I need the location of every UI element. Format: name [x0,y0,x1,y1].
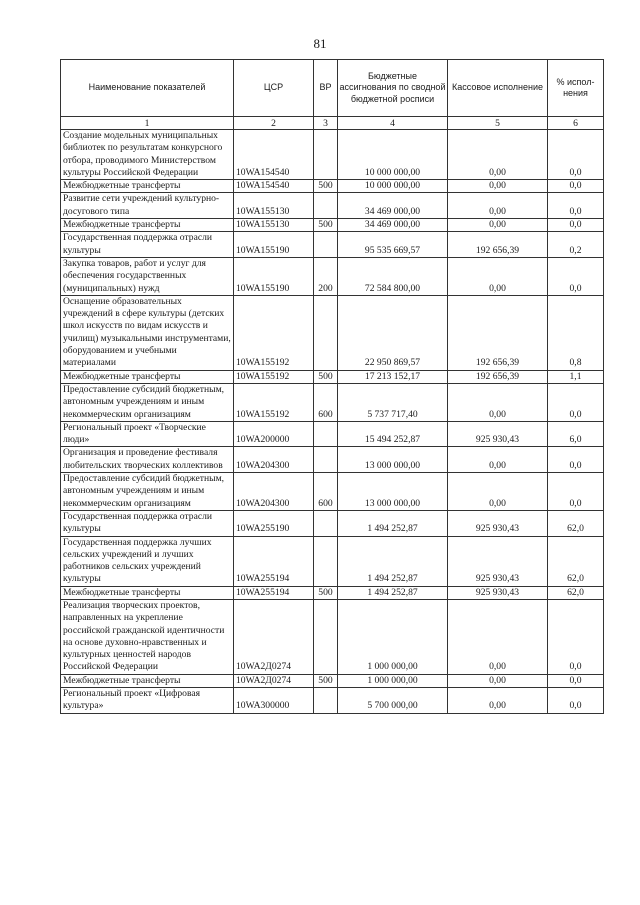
header-allocations: Бюджетные ассигнования по сводной бюджетной росписи [338,60,448,117]
cell-allocations: 1 494 252,87 [338,536,448,586]
cell-csr: 10WA255194 [234,586,314,599]
table-row [61,688,604,714]
cell-csr: 10WA204300 [234,473,314,511]
column-number: 4 [338,117,448,130]
table-row [61,536,604,586]
cell-vr: 500 [314,586,338,599]
cell-name: Государственная поддержка отрасли культуры [61,510,234,536]
cell-vr [314,193,338,219]
column-number: 2 [234,117,314,130]
cell-csr: 10WA200000 [234,421,314,447]
cell-percent: 62,0 [548,586,604,599]
cell-name: Региональный проект «Цифровая культура» [61,688,234,714]
cell-percent: 0,0 [548,473,604,511]
cell-allocations: 1 494 252,87 [338,586,448,599]
column-number: 1 [61,117,234,130]
table-row [61,383,604,421]
cell-allocations: 10 000 000,00 [338,130,448,180]
table-row [61,193,604,219]
cell-allocations: 22 950 869,57 [338,295,448,370]
cell-allocations: 34 469 000,00 [338,219,448,232]
cell-csr: 10WA300000 [234,688,314,714]
cell-name: Предоставление субсидий бюджетным, автономным учреждениям и иным некоммерческим организациям [61,473,234,511]
cell-allocations: 15 494 252,87 [338,421,448,447]
cell-vr [314,295,338,370]
table-header-row [61,60,604,117]
cell-csr: 10WA2Д0274 [234,599,314,674]
cell-name: Создание модельных муниципальных библиотек по результатам конкурсного отбора, проводимого Министерством культуры Российской Федерации [61,130,234,180]
cell-percent: 62,0 [548,510,604,536]
cell-cash: 0,00 [448,688,548,714]
cell-cash: 0,00 [448,473,548,511]
table-row [61,370,604,383]
table-row [61,257,604,295]
cell-vr: 500 [314,180,338,193]
budget-table [60,59,604,714]
cell-vr: 500 [314,219,338,232]
header-percent: % испол-нения [548,60,604,117]
cell-allocations: 5 700 000,00 [338,688,448,714]
cell-vr: 500 [314,674,338,687]
table-row [61,674,604,687]
cell-percent: 1,1 [548,370,604,383]
table-row [61,473,604,511]
cell-percent: 0,8 [548,295,604,370]
cell-vr [314,510,338,536]
cell-csr: 10WA255190 [234,510,314,536]
cell-name: Межбюджетные трансферты [61,674,234,687]
cell-csr: 10WA155130 [234,193,314,219]
table-row [61,421,604,447]
cell-name: Государственная поддержка отрасли культуры [61,232,234,258]
cell-percent: 0,0 [548,219,604,232]
cell-csr: 10WA155192 [234,383,314,421]
cell-percent: 62,0 [548,536,604,586]
cell-cash: 192 656,39 [448,232,548,258]
column-number: 5 [448,117,548,130]
table-body [61,117,604,714]
cell-allocations: 13 000 000,00 [338,473,448,511]
cell-csr: 10WA155190 [234,232,314,258]
column-number: 6 [548,117,604,130]
cell-csr: 10WA255194 [234,536,314,586]
cell-allocations: 1 000 000,00 [338,599,448,674]
cell-allocations: 95 535 669,57 [338,232,448,258]
cell-cash: 0,00 [448,219,548,232]
cell-percent: 0,0 [548,599,604,674]
cell-vr: 500 [314,370,338,383]
cell-name: Государственная поддержка лучших сельских учреждений и лучших работников сельских учреждений культуры [61,536,234,586]
cell-cash: 925 930,43 [448,421,548,447]
cell-name: Межбюджетные трансферты [61,219,234,232]
cell-cash: 925 930,43 [448,536,548,586]
cell-csr: 10WA155192 [234,370,314,383]
cell-vr [314,599,338,674]
cell-csr: 10WA2Д0274 [234,674,314,687]
cell-allocations: 17 213 152,17 [338,370,448,383]
cell-name: Межбюджетные трансферты [61,586,234,599]
cell-allocations: 1 000 000,00 [338,674,448,687]
cell-csr: 10WA155192 [234,295,314,370]
cell-vr: 200 [314,257,338,295]
cell-name: Региональный проект «Творческие люди» [61,421,234,447]
cell-vr: 600 [314,473,338,511]
column-number-row [61,117,604,130]
cell-cash: 0,00 [448,193,548,219]
cell-cash: 192 656,39 [448,370,548,383]
cell-csr: 10WA204300 [234,447,314,473]
header-vr: ВР [314,60,338,117]
cell-allocations: 13 000 000,00 [338,447,448,473]
cell-allocations: 5 737 717,40 [338,383,448,421]
cell-percent: 6,0 [548,421,604,447]
cell-vr [314,130,338,180]
cell-vr [314,688,338,714]
cell-name: Предоставление субсидий бюджетным, автономным учреждениям и иным некоммерческим организациям [61,383,234,421]
cell-percent: 0,0 [548,257,604,295]
cell-name: Организация и проведение фестиваля любительских творческих коллективов [61,447,234,473]
cell-cash: 925 930,43 [448,586,548,599]
cell-name: Оснащение образовательных учреждений в сфере культуры (детских школ искусств по видам искусств и училищ) музыкальными инструментами, оборудованием и учебными материалами [61,295,234,370]
cell-allocations: 1 494 252,87 [338,510,448,536]
cell-vr [314,421,338,447]
table-row [61,586,604,599]
cell-percent: 0,0 [548,383,604,421]
cell-vr: 600 [314,383,338,421]
cell-name: Межбюджетные трансферты [61,180,234,193]
cell-cash: 925 930,43 [448,510,548,536]
cell-percent: 0,2 [548,232,604,258]
cell-name: Реализация творческих проектов, направленных на укрепление российской гражданской идентичности на основе духовно-нравственных и культурных ценностей народов Российской Федерации [61,599,234,674]
table-row [61,447,604,473]
cell-cash: 0,00 [448,257,548,295]
cell-csr: 10WA154540 [234,130,314,180]
cell-percent: 0,0 [548,180,604,193]
header-cash: Кассовое исполнение [448,60,548,117]
cell-cash: 0,00 [448,130,548,180]
cell-cash: 0,00 [448,599,548,674]
table-row [61,295,604,370]
cell-percent: 0,0 [548,688,604,714]
table-row [61,510,604,536]
cell-percent: 0,0 [548,674,604,687]
header-csr: ЦСР [234,60,314,117]
cell-allocations: 10 000 000,00 [338,180,448,193]
column-number: 3 [314,117,338,130]
cell-vr [314,232,338,258]
cell-csr: 10WA154540 [234,180,314,193]
table-row [61,232,604,258]
header-name: Наименование показателей [61,60,234,117]
cell-allocations: 72 584 800,00 [338,257,448,295]
table-row [61,180,604,193]
cell-percent: 0,0 [548,130,604,180]
cell-vr [314,536,338,586]
cell-allocations: 34 469 000,00 [338,193,448,219]
table-row [61,130,604,180]
cell-csr: 10WA155130 [234,219,314,232]
cell-name: Межбюджетные трансферты [61,370,234,383]
cell-cash: 0,00 [448,383,548,421]
cell-cash: 192 656,39 [448,295,548,370]
page-number: 81 [313,36,327,51]
cell-name: Закупка товаров, работ и услуг для обеспечения государственных (муниципальных) нужд [61,257,234,295]
cell-cash: 0,00 [448,447,548,473]
cell-percent: 0,0 [548,447,604,473]
cell-cash: 0,00 [448,180,548,193]
cell-name: Развитие сети учреждений культурно-досугового типа [61,193,234,219]
table-row [61,219,604,232]
cell-vr [314,447,338,473]
table-row [61,599,604,674]
cell-cash: 0,00 [448,674,548,687]
cell-csr: 10WA155190 [234,257,314,295]
cell-percent: 0,0 [548,193,604,219]
